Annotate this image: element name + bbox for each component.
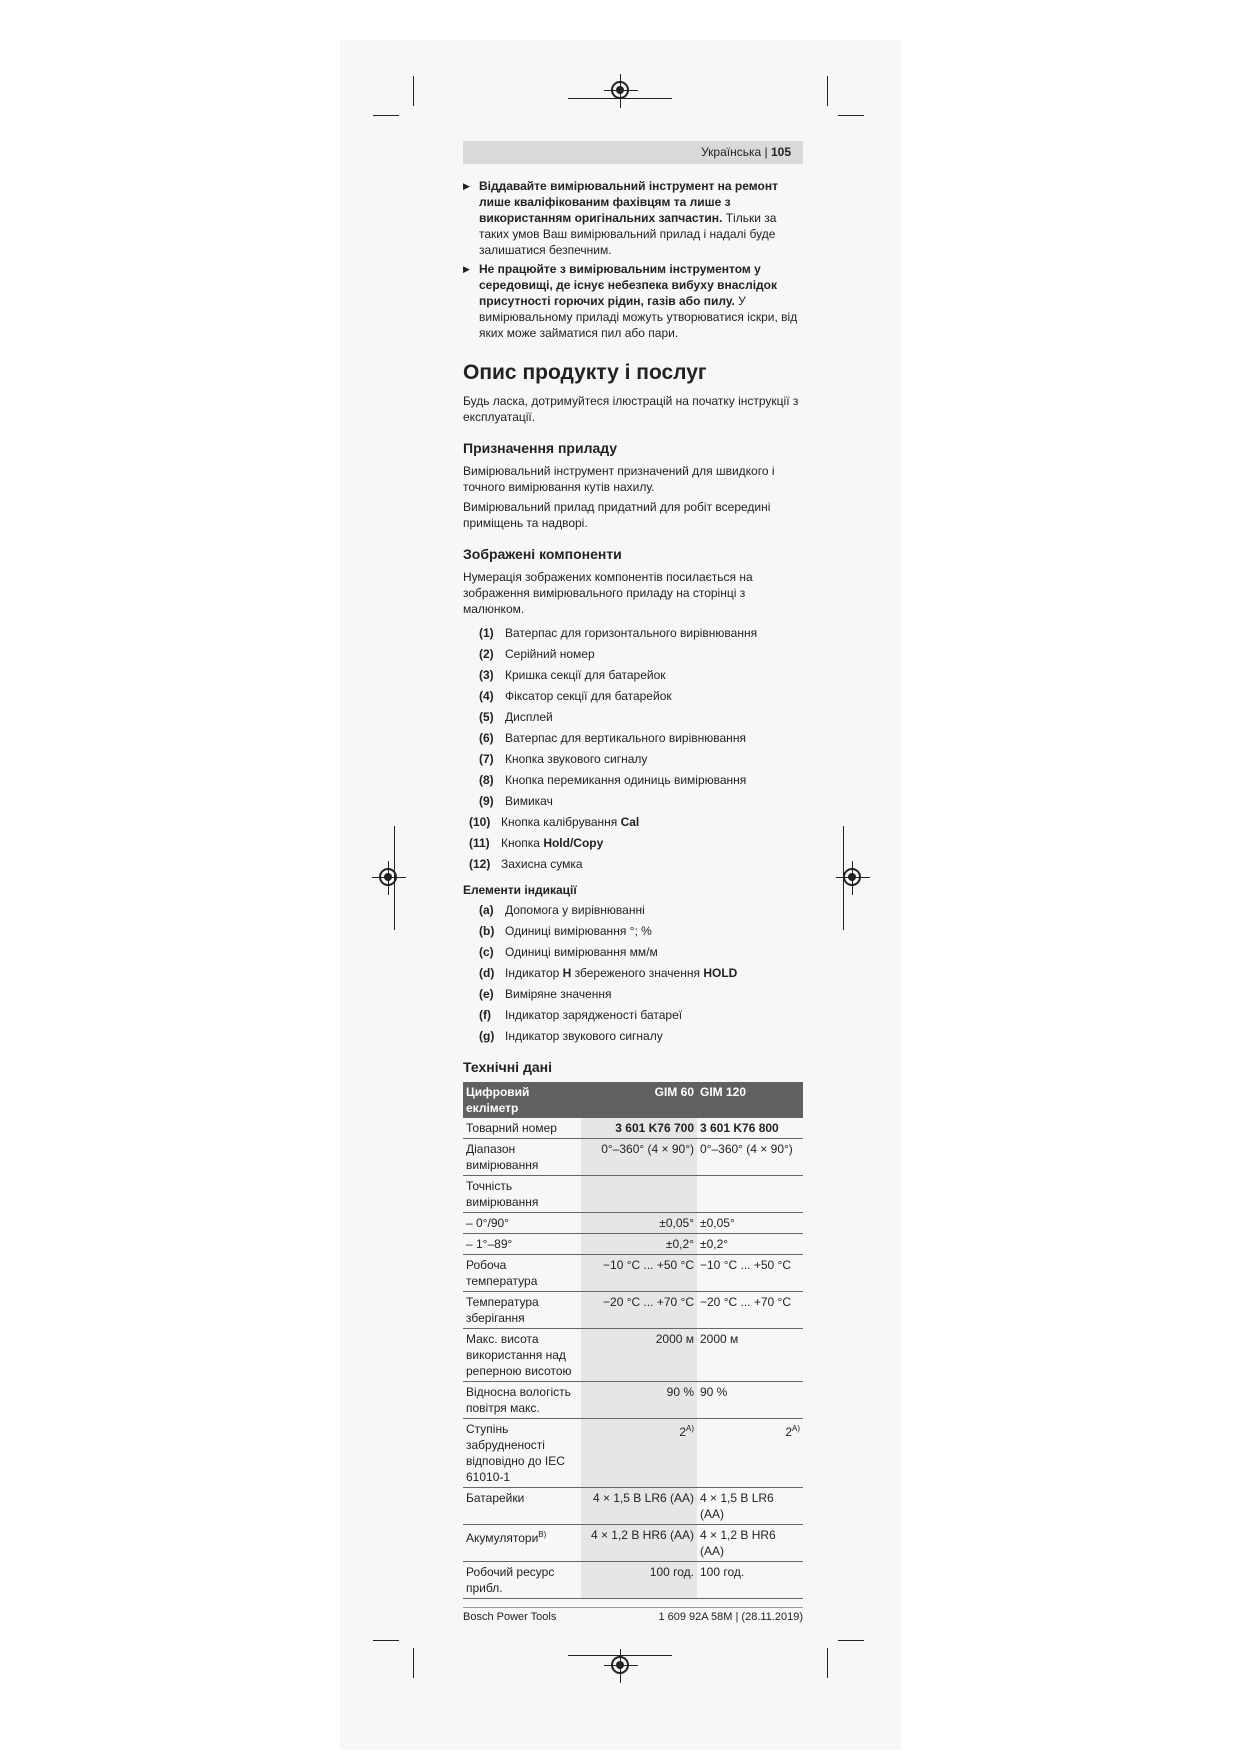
component-item — [479, 793, 803, 809]
item-text: Індикатор зарядженості батареї — [505, 1008, 683, 1022]
cell-value: 4 × 1,2 В HR6 (AA) — [590, 1528, 694, 1542]
table-cell-value — [697, 1329, 803, 1382]
table-cell-value — [581, 1176, 697, 1213]
purpose-title: Призначення приладу — [463, 440, 618, 456]
component-item — [479, 730, 803, 746]
footer-publisher: Bosch Power Tools — [463, 1611, 557, 1623]
item-number: (2) — [479, 647, 494, 661]
indicator-item — [479, 923, 803, 939]
item-number: (3) — [479, 668, 494, 682]
row-label: Діапазон вимірювання — [466, 1142, 539, 1172]
header-separator: | — [764, 145, 768, 159]
table-cell-value — [697, 1382, 803, 1419]
table-cell-label — [463, 1329, 581, 1382]
crop-mark — [838, 1640, 864, 1641]
cell-value: 4 × 1,5 В LR6 (AA) — [700, 1491, 774, 1521]
table-cell-label — [463, 1562, 581, 1599]
table-cell-value — [697, 1419, 803, 1488]
row-label: Робочий ресурс прибл. — [466, 1565, 555, 1595]
table-cell-value — [581, 1118, 697, 1139]
purpose-paragraph: Вимірювальний прилад придатний для робіт всередині приміщень та надворі. — [463, 500, 771, 530]
tech-title: Технічні дані — [463, 1059, 552, 1075]
item-number: (8) — [479, 773, 494, 787]
table-cell-label — [463, 1176, 581, 1213]
cell-value: −10 °C ... +50 °C — [700, 1258, 791, 1272]
item-number: (b) — [479, 924, 495, 938]
registration-mark-icon — [843, 868, 861, 886]
safety-note-bold: Віддавайте вимірювальний інструмент на ремонт лише кваліфікованим фахівцям та лише з використанням оригінальних запчастин. — [479, 179, 778, 225]
table-row — [463, 1382, 803, 1419]
crop-mark — [827, 1648, 828, 1678]
row-label: – 1°–89° — [466, 1237, 513, 1251]
page-number: 105 — [770, 145, 791, 159]
item-bold: Cal — [620, 815, 640, 829]
table-row — [463, 1176, 803, 1213]
table-cell-value — [581, 1525, 697, 1562]
row-label: Акумулятори — [466, 1531, 539, 1545]
indicator-item — [479, 1028, 803, 1044]
table-cell-value — [581, 1213, 697, 1234]
footer-doc-number: 1 609 92A 58M | (28.11.2019) — [658, 1611, 803, 1623]
table-cell-label — [463, 1292, 581, 1329]
table-header-cell: Цифровий екліметр — [463, 1082, 581, 1118]
safety-note-text: Тільки за таких умов Ваш вимірювальний прилад і надалі буде залишатися безпечним. — [479, 211, 777, 257]
registration-mark-icon — [611, 1656, 629, 1674]
cell-value: ±0,2° — [665, 1237, 694, 1251]
tech-data-table — [463, 1082, 803, 1599]
table-row — [463, 1139, 803, 1176]
item-text: Індикатор — [505, 966, 563, 980]
row-label: – 0°/90° — [466, 1216, 509, 1230]
safety-note — [463, 261, 803, 341]
cell-value: 2 — [679, 1425, 686, 1439]
cell-value: 0°–360° (4 × 90°) — [700, 1142, 793, 1156]
cell-value: −10 °C ... +50 °C — [603, 1258, 694, 1272]
crop-mark — [373, 1640, 399, 1641]
item-text: Дисплей — [505, 710, 553, 724]
safety-note-text: У вимірювальному приладі можуть утворюватися іскри, від яких може займатися пил або пари. — [479, 294, 798, 340]
indicator-item — [479, 965, 803, 981]
indicators-title: Елементи індикації — [463, 883, 577, 897]
main-column — [463, 178, 803, 1599]
crop-mark — [838, 115, 864, 116]
item-text: Кнопка звукового сигналу — [505, 752, 648, 766]
item-number: (e) — [479, 987, 494, 1001]
table-row — [463, 1118, 803, 1139]
crop-mark — [373, 115, 399, 116]
indicator-item — [479, 944, 803, 960]
table-cell-label — [463, 1234, 581, 1255]
table-cell-label — [463, 1382, 581, 1419]
table-row — [463, 1525, 803, 1562]
row-label: Точність вимірювання — [466, 1179, 539, 1209]
table-row — [463, 1419, 803, 1488]
row-label: Робоча температура — [466, 1258, 538, 1288]
table-cell-value — [581, 1488, 697, 1525]
table-row — [463, 1213, 803, 1234]
item-number: (12) — [469, 857, 491, 871]
cell-value: −20 °C ... +70 °C — [700, 1295, 791, 1309]
cell-value: 90 % — [700, 1385, 728, 1399]
item-number: (9) — [479, 794, 494, 808]
table-cell-value — [581, 1382, 697, 1419]
footnote-ref: A) — [686, 1424, 694, 1433]
table-cell-value — [697, 1488, 803, 1525]
table-cell-value — [581, 1419, 697, 1488]
item-number: (4) — [479, 689, 494, 703]
table-row — [463, 1234, 803, 1255]
cell-value: 90 % — [666, 1385, 694, 1399]
table-cell-value — [697, 1562, 803, 1599]
table-row — [463, 1292, 803, 1329]
table-cell-value — [697, 1292, 803, 1329]
component-item — [479, 646, 803, 662]
cell-value: 100 год. — [649, 1565, 694, 1579]
crop-mark — [413, 76, 414, 106]
item-number: (f) — [479, 1008, 491, 1022]
item-text: Ватерпас для вертикального вирівнювання — [505, 731, 746, 745]
table-cell-value — [581, 1292, 697, 1329]
component-item — [479, 751, 803, 767]
cell-value: 3 601 K76 800 — [700, 1121, 779, 1135]
footer-rule — [463, 1607, 803, 1608]
item-text: Індикатор звукового сигналу — [505, 1029, 663, 1043]
component-item — [479, 772, 803, 788]
table-row — [463, 1488, 803, 1525]
table-cell-value — [697, 1176, 803, 1213]
item-text: Кнопка — [501, 836, 544, 850]
item-text: Ватерпас для горизонтального вирівнювання — [505, 626, 758, 640]
crop-mark — [413, 1648, 414, 1678]
item-number: (7) — [479, 752, 494, 766]
cell-value: 2 — [785, 1425, 792, 1439]
footnote-ref: A) — [792, 1424, 800, 1433]
table-cell-value — [581, 1139, 697, 1176]
table-cell-label — [463, 1525, 581, 1562]
item-number: (11) — [469, 836, 490, 850]
section-title: Опис продукту і послуг — [463, 361, 707, 384]
table-cell-value — [697, 1139, 803, 1176]
table-cell-value — [697, 1213, 803, 1234]
table-header-row — [463, 1082, 803, 1118]
cell-value: ±0,2° — [700, 1237, 729, 1251]
header-language: Українська — [701, 145, 762, 159]
item-text: Серійний номер — [505, 647, 595, 661]
safety-note-bold: Не працюйте з вимірювальним інструментом у середовищі, де існує небезпека вибуху внаслідок присутності горючих рідин, газів або пилу. — [479, 262, 777, 308]
cell-value: 0°–360° (4 × 90°) — [601, 1142, 694, 1156]
indicator-item — [479, 902, 803, 918]
table-cell-label — [463, 1419, 581, 1488]
footer — [463, 1611, 803, 1623]
component-item — [479, 625, 803, 641]
item-number: (5) — [479, 710, 494, 724]
item-number: (c) — [479, 945, 494, 959]
row-label: Ступінь забрудненості відповідно до IEC 61010-1 — [466, 1422, 565, 1484]
table-cell-label — [463, 1255, 581, 1292]
table-header-cell: GIM 60 — [581, 1082, 697, 1118]
item-text: Вимикач — [505, 794, 553, 808]
item-number: (g) — [479, 1029, 495, 1043]
item-bold: H — [562, 966, 572, 980]
row-label: Макс. висота використання над реперною висотою — [466, 1332, 572, 1378]
table-cell-label — [463, 1118, 581, 1139]
safety-note — [463, 178, 803, 258]
item-number: (d) — [479, 966, 495, 980]
table-row — [463, 1329, 803, 1382]
item-text: Одиниці вимірювання мм/м — [505, 945, 658, 959]
cell-value: 4 × 1,5 В LR6 (AA) — [592, 1491, 694, 1505]
table-cell-value — [581, 1329, 697, 1382]
cell-value: ±0,05° — [700, 1216, 735, 1230]
item-text: Одиниці вимірювання °; % — [505, 924, 652, 938]
table-cell-label — [463, 1488, 581, 1525]
table-row — [463, 1562, 803, 1599]
registration-mark-icon — [611, 81, 629, 99]
table-cell-value — [697, 1525, 803, 1562]
component-item — [469, 835, 803, 851]
table-cell-value — [697, 1255, 803, 1292]
cell-value: 2000 м — [655, 1332, 694, 1346]
table-row — [463, 1255, 803, 1292]
item-bold: Hold/Copy — [543, 836, 604, 850]
components-intro: Нумерація зображених компонентів посилається на зображення вимірювального приладу на сторінці з малюнком. — [463, 570, 753, 616]
row-label: Товарний номер — [466, 1121, 557, 1135]
cell-value: 4 × 1,2 В HR6 (AA) — [700, 1528, 776, 1558]
cell-value: 100 год. — [700, 1565, 745, 1579]
item-text: Кришка секції для батарейок — [505, 668, 666, 682]
item-text: Захисна сумка — [501, 857, 583, 871]
purpose-paragraph: Вимірювальний інструмент призначений для швидкого і точного вимірювання кутів нахилу. — [463, 464, 775, 494]
component-item — [469, 814, 803, 830]
cell-value: 2000 м — [700, 1332, 739, 1346]
indicator-item — [479, 986, 803, 1002]
cell-value: −20 °C ... +70 °C — [603, 1295, 694, 1309]
row-label: Температура зберігання — [466, 1295, 539, 1325]
crop-mark — [827, 76, 828, 106]
item-text: Кнопка перемикання одиниць вимірювання — [505, 773, 747, 787]
table-cell-value — [581, 1234, 697, 1255]
table-cell-value — [581, 1255, 697, 1292]
table-cell-value — [581, 1562, 697, 1599]
component-item — [479, 667, 803, 683]
cell-value: ±0,05° — [659, 1216, 694, 1230]
table-cell-value — [697, 1118, 803, 1139]
item-bold: HOLD — [703, 966, 738, 980]
registration-mark-icon — [379, 868, 397, 886]
table-cell-label — [463, 1213, 581, 1234]
component-item — [479, 688, 803, 704]
indicator-item — [479, 1007, 803, 1023]
item-text: Фіксатор секції для батарейок — [505, 689, 672, 703]
item-number: (6) — [479, 731, 494, 745]
footnote-ref: B) — [538, 1530, 547, 1539]
item-text: збереженого значення — [571, 966, 704, 980]
cell-value: 3 601 K76 700 — [615, 1121, 694, 1135]
component-item — [479, 709, 803, 725]
item-text: Кнопка калібрування — [501, 815, 621, 829]
running-header — [463, 141, 803, 164]
table-header-cell: GIM 120 — [697, 1082, 803, 1118]
row-label: Батарейки — [466, 1491, 525, 1505]
item-number: (10) — [469, 815, 491, 829]
row-label: Відносна вологість повітря макс. — [466, 1385, 571, 1415]
components-title: Зображені компоненти — [463, 546, 622, 562]
table-cell-label — [463, 1139, 581, 1176]
item-number: (a) — [479, 903, 494, 917]
table-cell-value — [697, 1234, 803, 1255]
section-intro: Будь ласка, дотримуйтеся ілюстрацій на початку інструкції з експлуатації. — [463, 394, 799, 424]
item-text: Допомога у вирівнюванні — [505, 903, 645, 917]
item-text: Виміряне значення — [505, 987, 612, 1001]
component-item — [469, 856, 803, 872]
item-number: (1) — [479, 626, 494, 640]
